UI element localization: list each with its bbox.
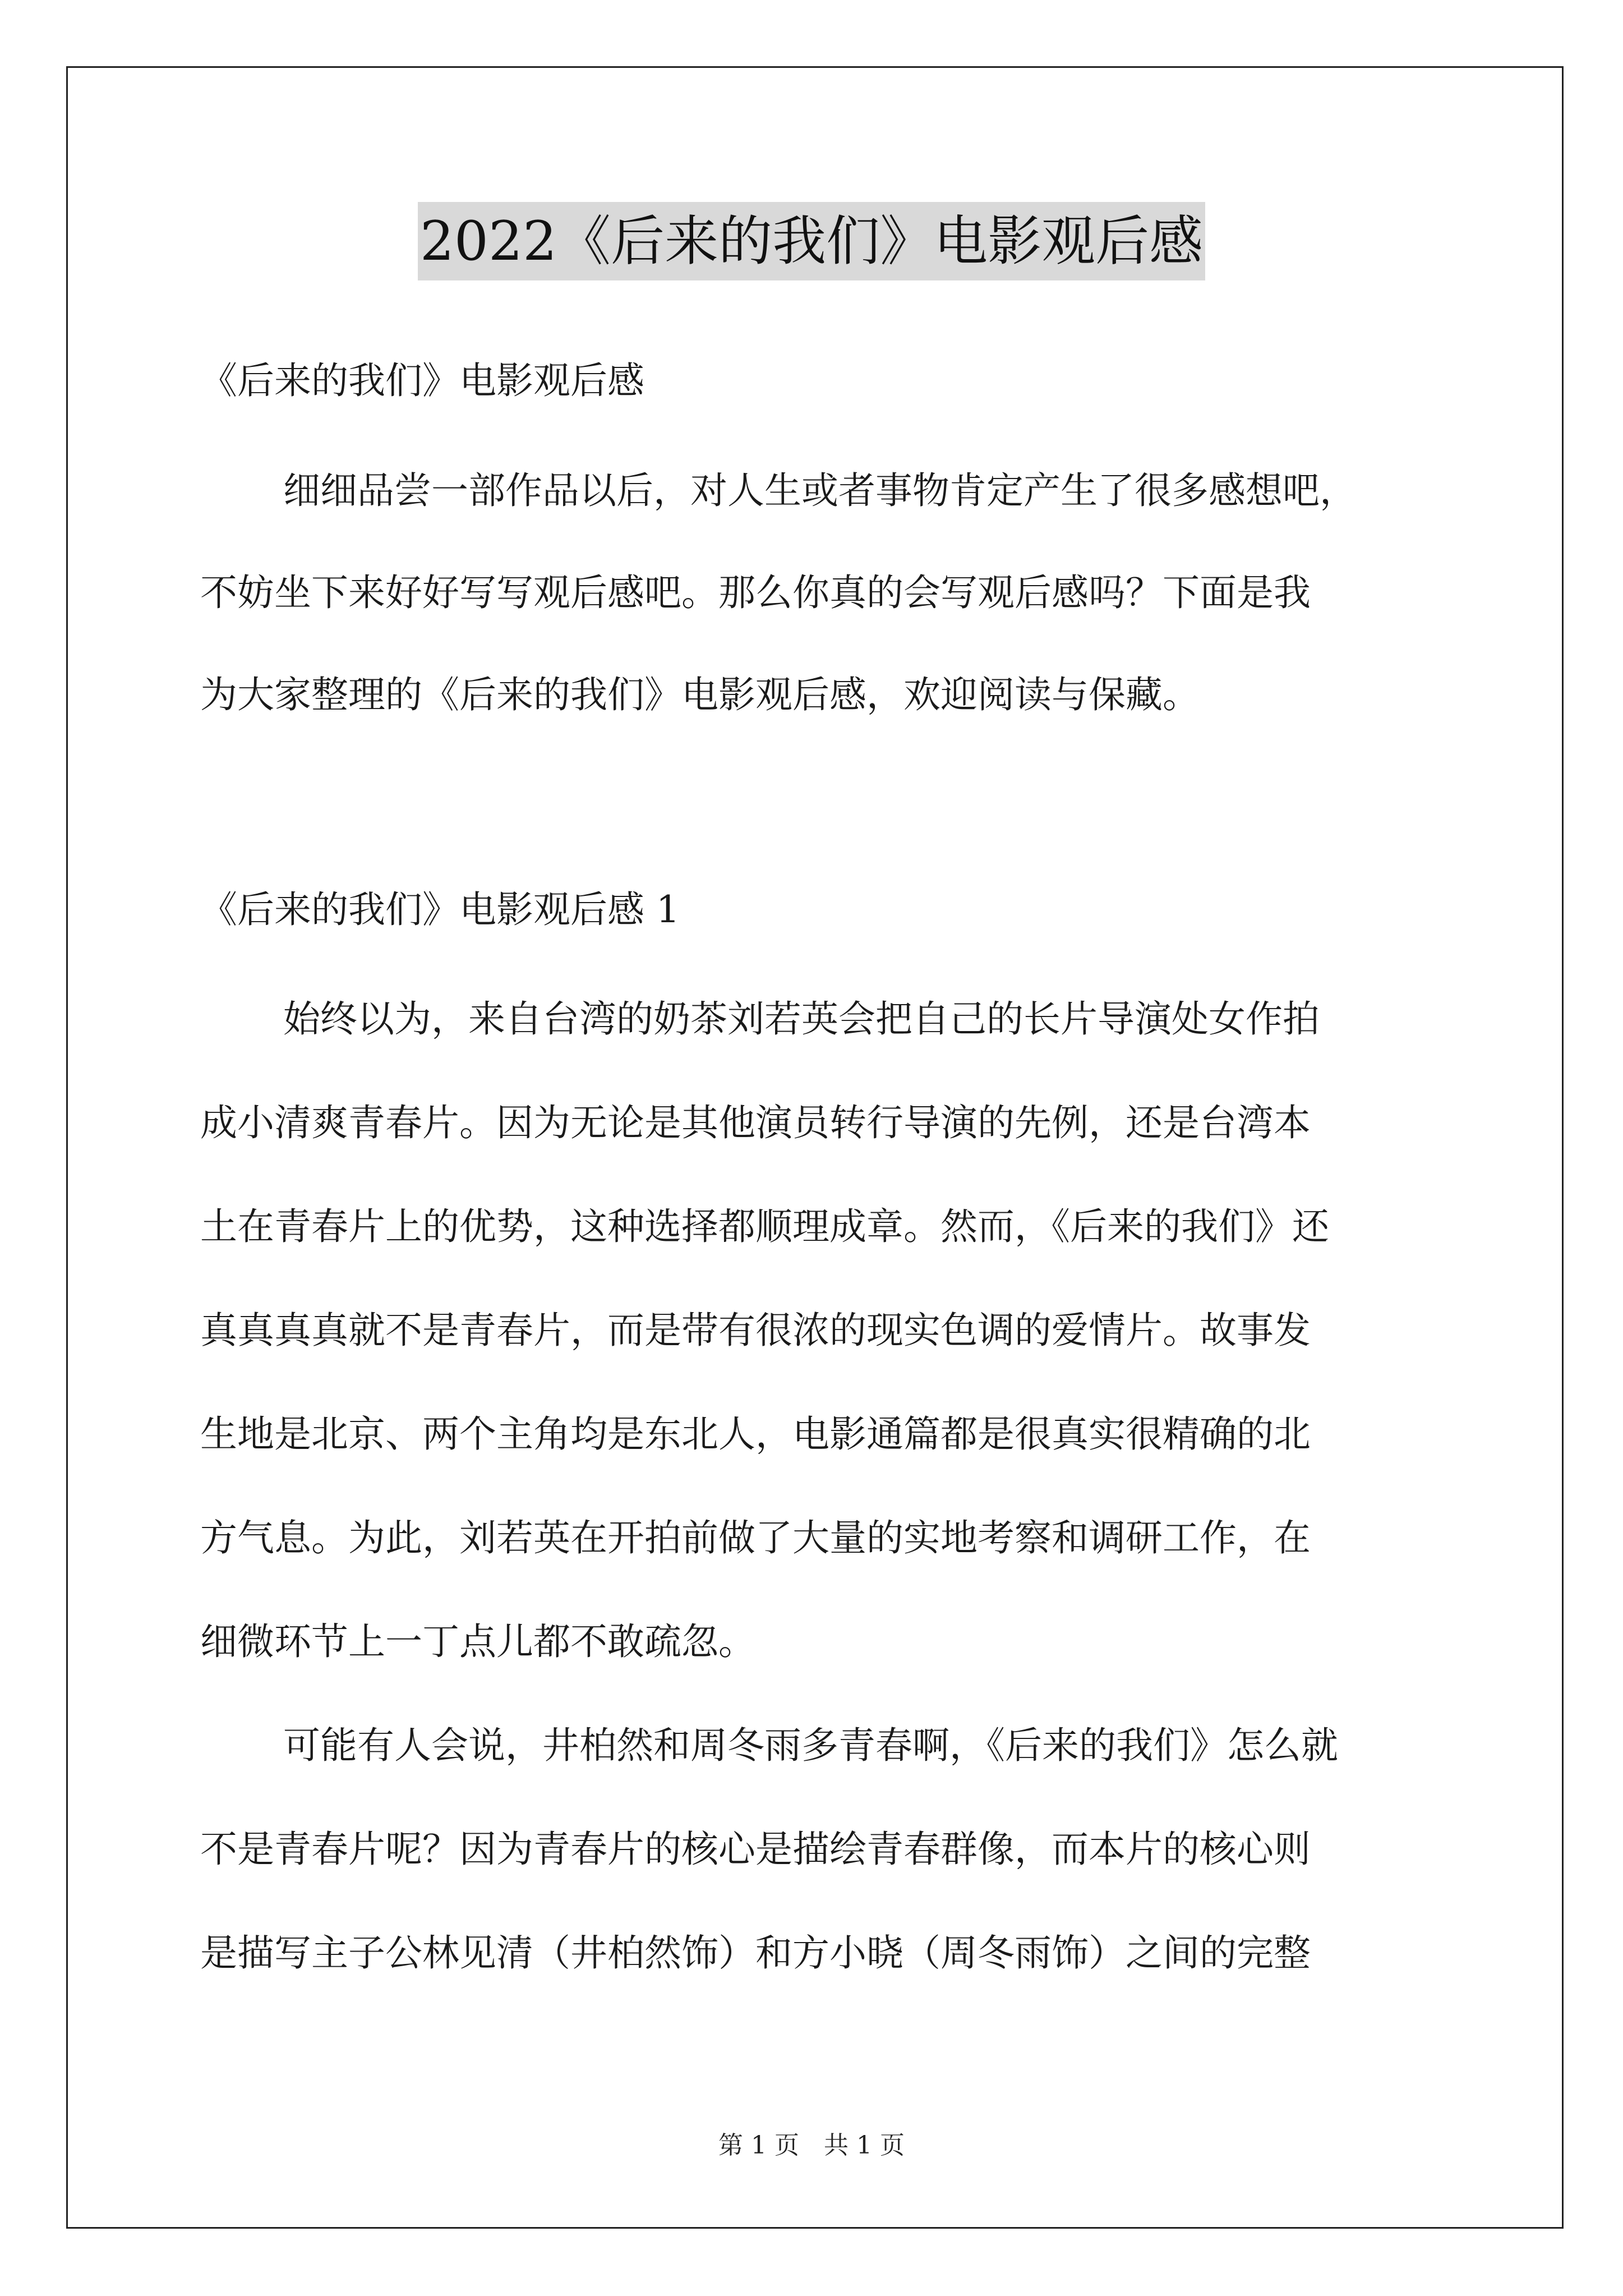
intro-line-1: 细细品尝一部作品以后，对人生或者事物肯定产生了很多感想吧，	[283, 469, 1357, 512]
paragraph1-line-6: 方气息。为此，刘若英在开拍前做了大量的实地考察和调研工作，在	[200, 1516, 1311, 1559]
document-title: 2022《后来的我们》电影观后感	[418, 202, 1205, 280]
paragraph1-line-5: 生地是北京、两个主角均是东北人，电影通篇都是很真实很精确的北	[200, 1412, 1311, 1456]
paragraph2-line-3: 是描写主子公林见清（井柏然饰）和方小晓（周冬雨饰）之间的完整	[200, 1931, 1311, 1975]
subtitle: 《后来的我们》电影观后感	[200, 359, 644, 402]
paragraph1-line-1: 始终以为，来自台湾的奶茶刘若英会把自己的长片导演处女作拍	[283, 997, 1320, 1041]
paragraph1-line-3: 土在青春片上的优势，这种选择都顺理成章。然而，《后来的我们》还	[200, 1205, 1329, 1248]
paragraph1-line-4: 真真真真就不是青春片，而是带有很浓的现实色调的爱情片。故事发	[200, 1309, 1311, 1352]
title-container	[0, 202, 1623, 280]
paragraph2-line-2: 不是青春片呢？因为青春片的核心是描绘青春群像，而本片的核心则	[200, 1828, 1311, 1871]
intro-line-3: 为大家整理的《后来的我们》电影观后感，欢迎阅读与保藏。	[200, 673, 1200, 716]
page-number-footer: 第 1 页 共 1 页	[718, 2131, 905, 2160]
paragraph1-line-2: 成小清爽青春片。因为无论是其他演员转行导演的先例，还是台湾本	[200, 1101, 1311, 1144]
paragraph1-line-7: 细微环节上一丁点儿都不敢疏忽。	[200, 1620, 755, 1663]
intro-line-2: 不妨坐下来好好写写观后感吧。那么你真的会写观后感吗？下面是我	[200, 571, 1311, 614]
paragraph2-line-1: 可能有人会说，井柏然和周冬雨多青春啊，《后来的我们》怎么就	[283, 1724, 1338, 1767]
section-heading: 《后来的我们》电影观后感 1	[200, 888, 680, 931]
